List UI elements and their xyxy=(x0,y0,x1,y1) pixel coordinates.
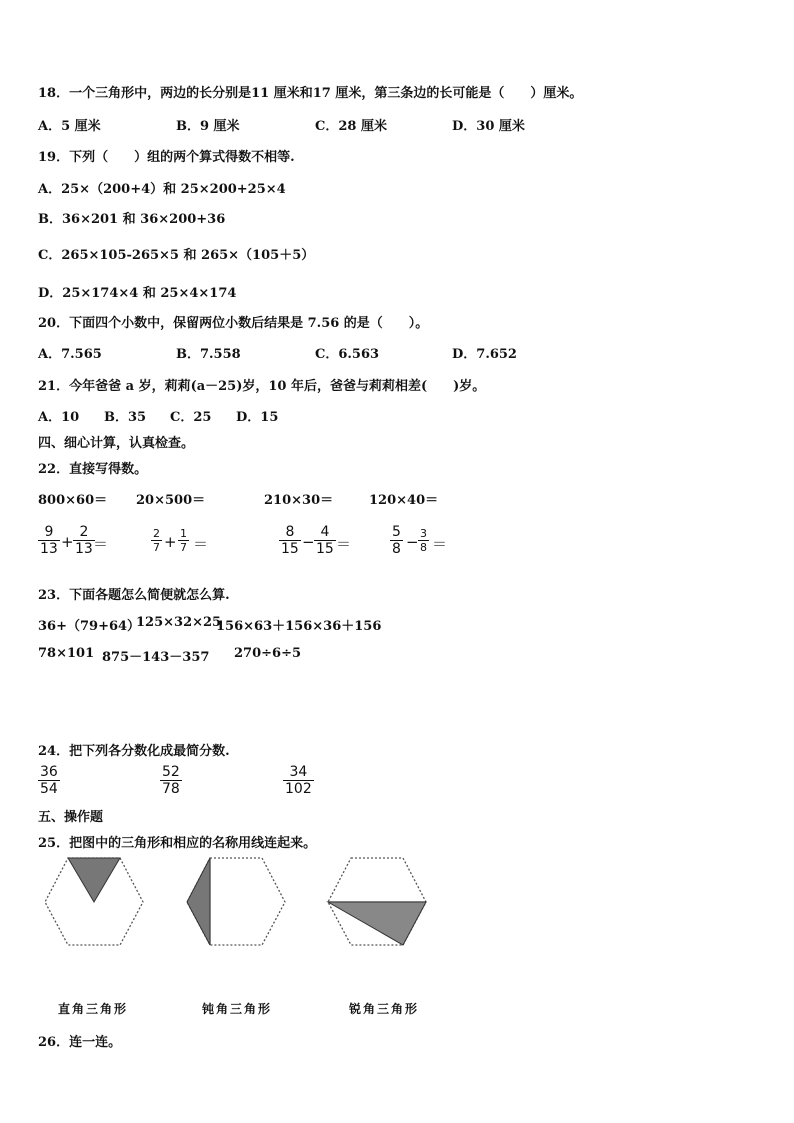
q22-frac-1-a: 9 13 xyxy=(40,524,58,557)
q23-expr-2: 125×32×25 xyxy=(136,615,222,630)
hexagon-right-triangle-icon xyxy=(184,856,288,948)
q18-option-b: B．9 厘米 xyxy=(176,119,240,134)
label-right-triangle: 直角三角形 xyxy=(58,1002,129,1016)
hexagon-obtuse-triangle-icon xyxy=(325,856,429,948)
q18-option-c: C．28 厘米 xyxy=(315,119,387,134)
q22-frac-4-eq: ＝ xyxy=(432,535,448,553)
q22-frac-3-op: − xyxy=(302,533,315,551)
q22-stem: 22．直接写得数。 xyxy=(38,462,148,477)
q22-frac-3-a: 8 15 xyxy=(281,524,299,557)
q22-frac-1-b: 2 13 xyxy=(75,524,93,557)
q22-frac-2-eq: ＝ xyxy=(193,535,209,553)
label-obtuse-triangle: 钝角三角形 xyxy=(202,1002,273,1016)
q23-expr-5: 875－143－357 xyxy=(102,650,210,665)
q19-option-b: B．36×201 和 36×200+36 xyxy=(38,212,226,227)
q22-frac-1-eq: ＝ xyxy=(93,535,109,553)
q25-stem: 25．把图中的三角形和相应的名称用线连起来。 xyxy=(38,836,317,851)
label-acute-triangle: 锐角三角形 xyxy=(349,1002,420,1016)
hexagon-acute-triangle-icon xyxy=(42,856,146,948)
q24-stem: 24．把下列各分数化成最简分数. xyxy=(38,744,230,759)
q18-stem: 18．一个三角形中，两边的长分别是11 厘米和17 厘米，第三条边的长可能是（ ）厘米。 xyxy=(38,86,583,101)
q23-stem: 23．下面各题怎么简便就怎么算. xyxy=(38,588,230,603)
q23-expr-1: 36+（79+64） xyxy=(38,619,141,634)
q24-frac-3: 34 102 xyxy=(285,764,312,797)
q18-option-a: A．5 厘米 xyxy=(38,119,101,134)
q21-option-b: B．35 xyxy=(104,410,147,425)
q20-option-c: C．6.563 xyxy=(315,347,380,362)
q19-stem: 19．下列（ ）组的两个算式得数不相等. xyxy=(38,150,295,165)
q22-frac-3-eq: ＝ xyxy=(336,535,352,553)
q21-option-d: D．15 xyxy=(236,410,279,425)
q23-expr-6: 270÷6÷5 xyxy=(234,646,302,661)
q22-frac-2-op: + xyxy=(164,533,177,551)
q24-frac-2: 52 78 xyxy=(162,764,180,797)
q22-frac-4-a: 5 8 xyxy=(392,524,401,557)
q19-option-c: C．265×105-265×5 和 265×（105＋5） xyxy=(38,248,315,263)
q22-frac-4-b: 3 8 xyxy=(420,527,427,554)
q26-stem: 26．连一连。 xyxy=(38,1035,122,1050)
q22-expr-1: 800×60＝ xyxy=(38,493,108,508)
section-5-heading: 五、操作题 xyxy=(38,810,104,825)
q20-option-b: B．7.558 xyxy=(176,347,241,362)
q19-option-a: A．25×（200+4）和 25×200+25×4 xyxy=(38,182,286,197)
q20-stem: 20．下面四个小数中，保留两位小数后结果是 7.56 的是（ ）。 xyxy=(38,316,429,331)
section-4-heading: 四、细心计算，认真检查。 xyxy=(38,436,195,451)
q22-frac-3-b: 4 15 xyxy=(316,524,334,557)
q19-option-d: D．25×174×4 和 25×4×174 xyxy=(38,286,237,301)
q22-expr-3: 210×30＝ xyxy=(264,493,334,508)
q21-option-c: C．25 xyxy=(170,410,212,425)
q22-expr-4: 120×40＝ xyxy=(369,493,439,508)
q21-stem: 21．今年爸爸 a 岁，莉莉(a－25)岁，10 年后，爸爸与莉莉相差( )岁。 xyxy=(38,379,486,394)
q23-expr-3: 156×63＋156×36＋156 xyxy=(216,619,382,634)
q22-frac-2-b: 1 7 xyxy=(180,527,187,554)
q22-expr-2: 20×500＝ xyxy=(136,493,206,508)
q22-frac-2-a: 2 7 xyxy=(153,527,160,554)
q23-expr-4: 78×101 xyxy=(38,646,95,661)
q20-option-d: D．7.652 xyxy=(452,347,517,362)
q22-frac-4-op: − xyxy=(406,533,419,551)
q20-option-a: A．7.565 xyxy=(38,347,102,362)
q18-option-d: D．30 厘米 xyxy=(452,119,525,134)
q21-option-a: A．10 xyxy=(38,410,80,425)
q22-frac-1-op: + xyxy=(61,533,74,551)
q24-frac-1: 36 54 xyxy=(40,764,58,797)
